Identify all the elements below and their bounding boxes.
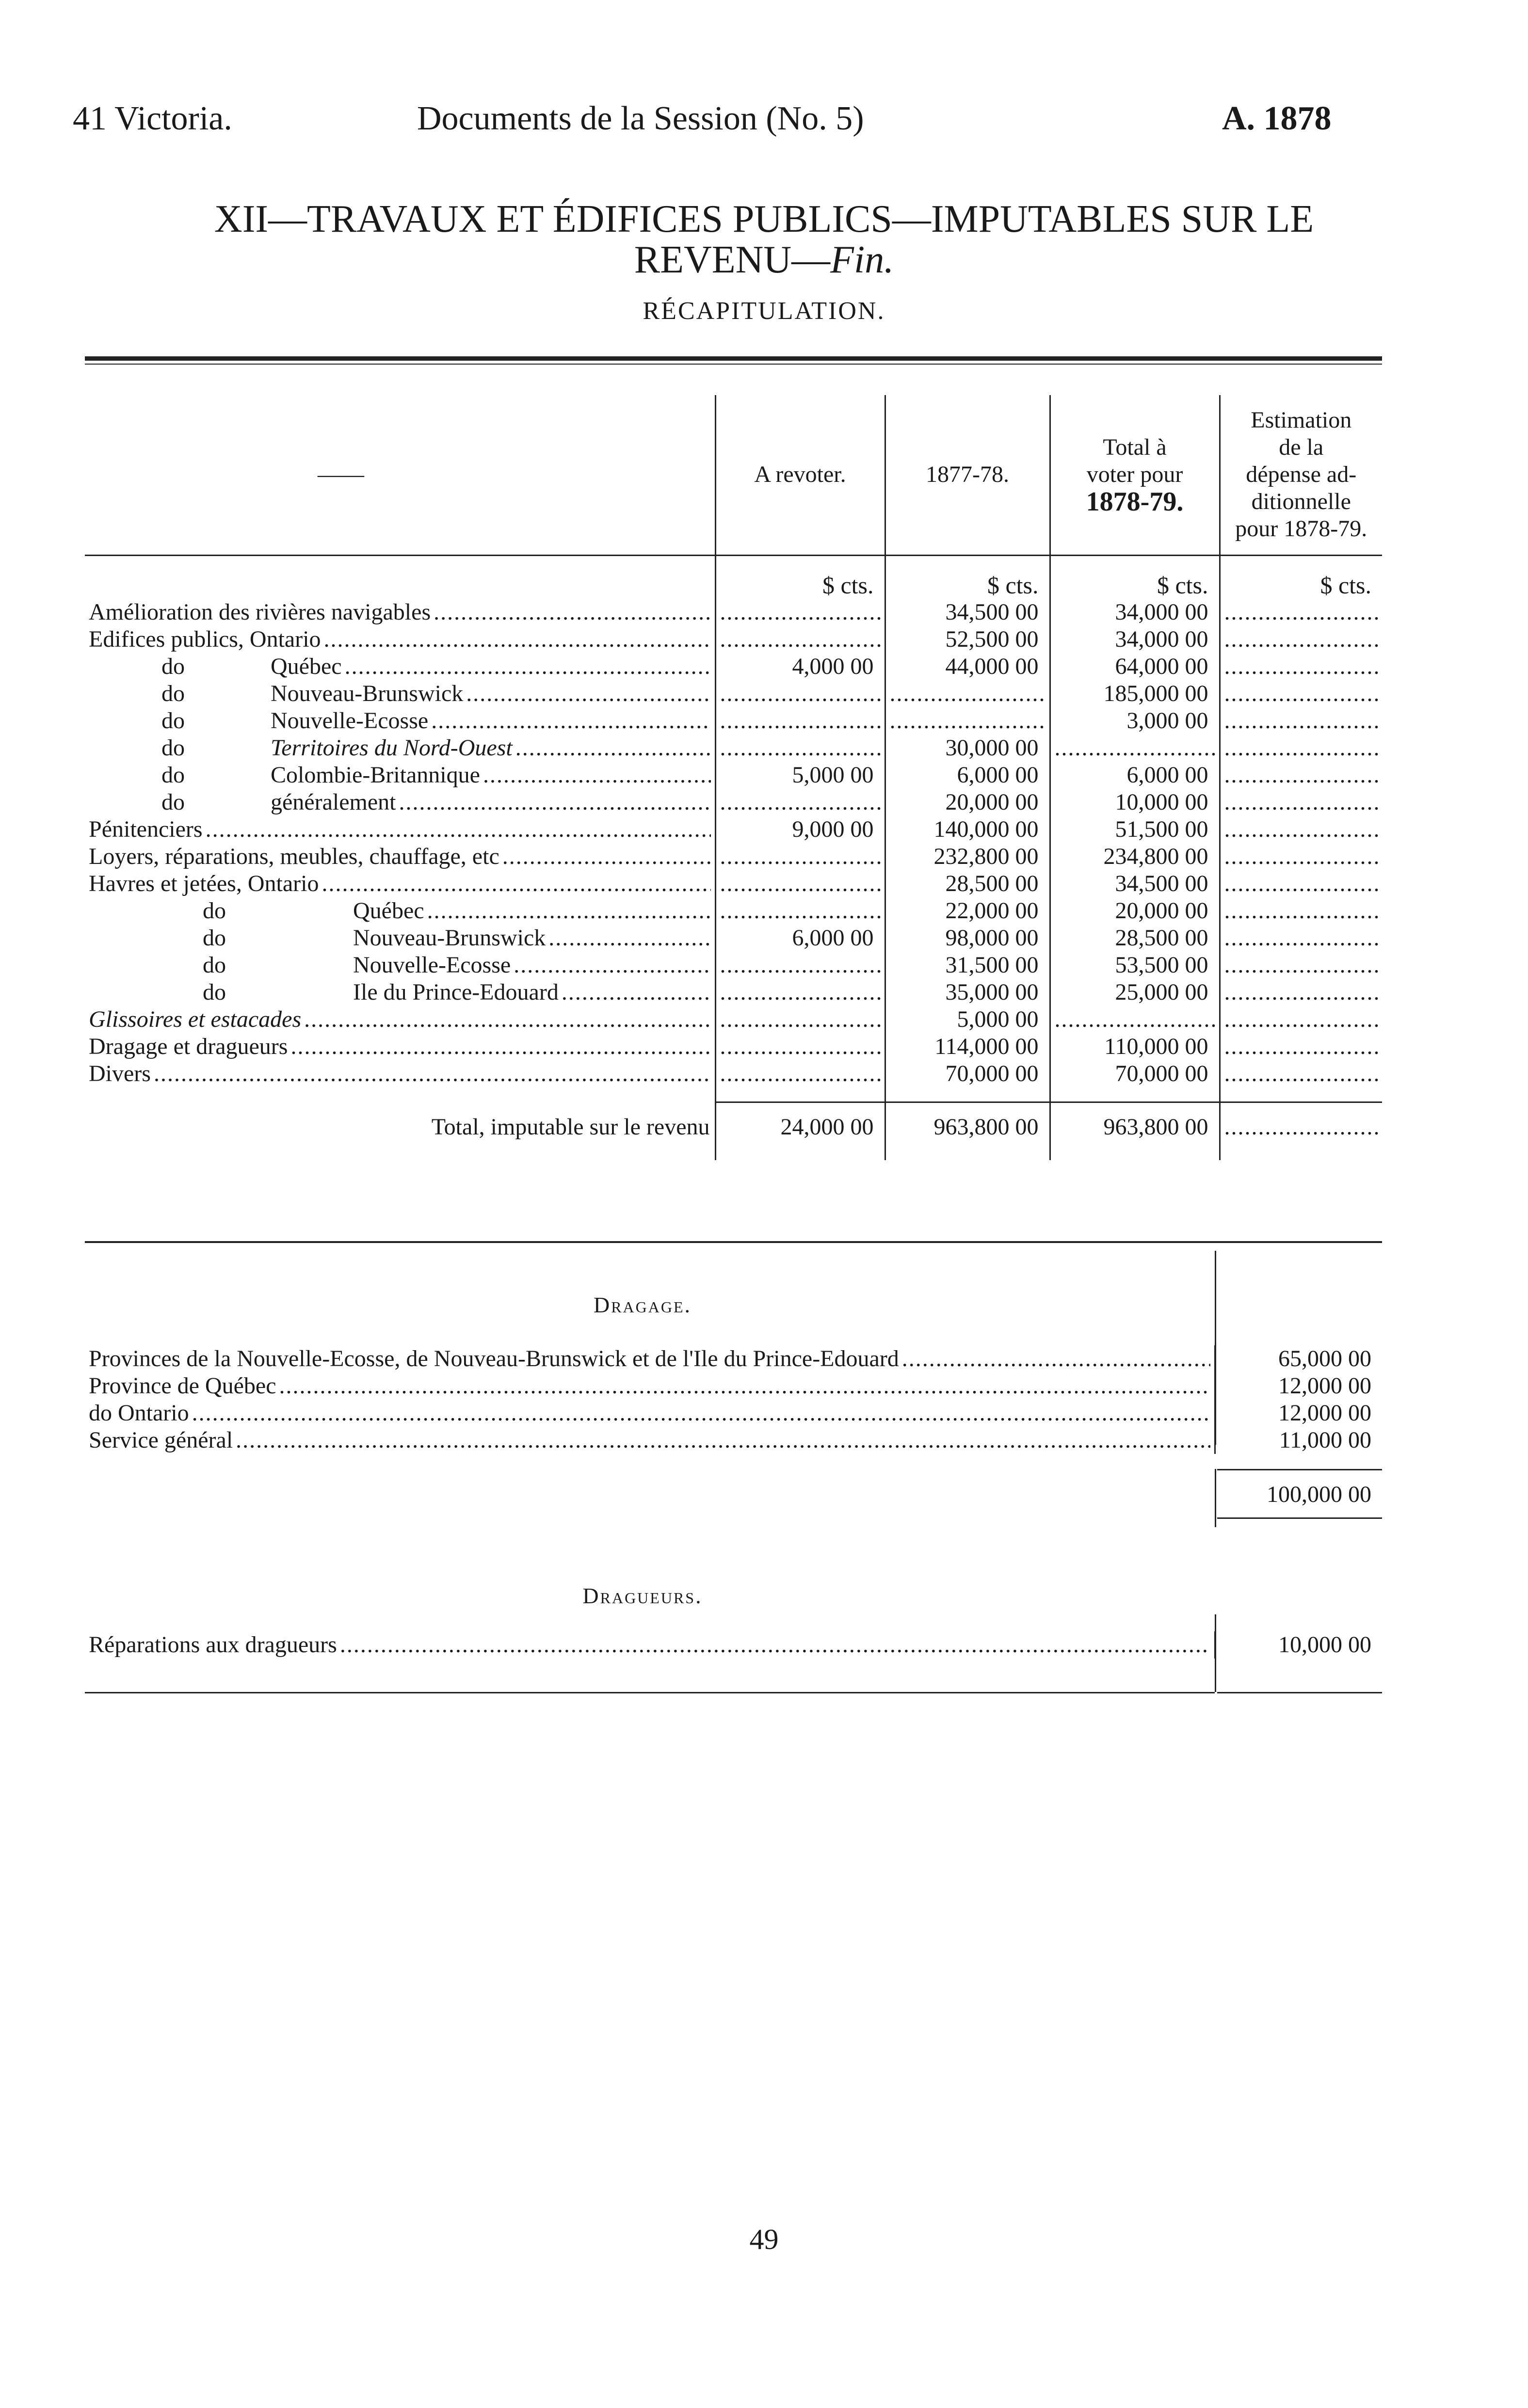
title-line-2-suffix: Fin. [830,239,894,281]
dragueurs-rule-left [85,1692,1215,1693]
total-d [1220,1102,1382,1141]
row-value-c: 34,500 00 [1050,870,1220,897]
header-center: Documents de la Session (No. 5) [417,100,864,137]
row-label: Amélioration des rivières navigables [89,599,431,625]
row-do: do [203,898,226,924]
row-label: Nouvelle-Ecosse [353,952,511,978]
title-line-2 [0,239,1528,280]
leader-dots [345,653,711,680]
dragage-total-rule-bottom [1217,1517,1382,1519]
row-value-b [885,707,1050,734]
empty-dots [1224,599,1379,626]
dragueurs-table [85,1631,1382,1658]
leader-dots [483,762,711,789]
table-row [85,762,1382,789]
total-c: 963,800 00 [1050,1102,1220,1141]
header-total-l1: Total à [1103,434,1167,461]
header-total-l3: 1878-79. [1086,487,1184,517]
row-value-c: 25,000 00 [1050,979,1220,1006]
row-value-a [715,707,885,734]
empty-dots [720,789,881,816]
row-value-c: 64,000 00 [1050,653,1220,680]
row-label-cell [85,599,715,626]
row-value-b: 31,500 00 [885,952,1050,979]
row-value-c: 34,000 00 [1050,599,1220,626]
row-value-b: 52,500 00 [885,626,1050,653]
row-value-a [715,897,885,925]
row-do: do [161,654,185,679]
row-value-b: 5,000 00 [885,1006,1050,1033]
row-label-cell [85,680,715,707]
row-value-a [715,626,885,653]
header-est-l5: pour 1878-79. [1235,516,1367,542]
recap-body [85,599,1382,1087]
row-value-a: 6,000 00 [715,925,885,952]
table-row [85,789,1382,816]
row-value-d [1220,979,1382,1006]
leader-dots [154,1060,711,1087]
list-item [85,1345,1382,1372]
header-1877-78: 1877-78. [885,395,1050,555]
empty-dots [1224,680,1379,707]
row-value-a: 9,000 00 [715,816,885,843]
empty-dots [1224,952,1379,979]
leader-dots [434,599,710,626]
table-row [85,816,1382,843]
row-label-cell [85,1006,715,1033]
empty-dots [890,680,1045,707]
empty-dots [720,979,881,1006]
leader-dots [514,952,710,979]
row-value-b: 6,000 00 [885,762,1050,789]
empty-dots [720,1033,881,1060]
row-value-c: 53,500 00 [1050,952,1220,979]
row-value-b: 22,000 00 [885,897,1050,925]
row-value-b [885,680,1050,707]
dragage-label: do Ontario [89,1400,189,1426]
row-label-cell [85,626,715,653]
header-estimation [1220,395,1382,555]
row-do: do [161,681,185,706]
row-value-b: 35,000 00 [885,979,1050,1006]
leader-dots [502,843,711,870]
row-do: do [161,708,185,734]
row-value-b: 28,500 00 [885,870,1050,897]
dragage-label-cell [85,1372,1215,1400]
row-label-cell [85,653,715,680]
row-value-a [715,843,885,870]
row-value-d [1220,680,1382,707]
empty-dots [1224,653,1379,680]
empty-dots [1224,626,1379,653]
dragage-total-vline [1215,1469,1216,1527]
dragage-total: 100,000 00 [1267,1482,1371,1507]
row-value-a [715,599,885,626]
header-left: 41 Victoria. [73,100,232,137]
table-row [85,870,1382,897]
row-label-cell [85,762,715,789]
row-value-d [1220,843,1382,870]
total-a: 24,000 00 [715,1102,885,1141]
row-value-d [1220,653,1382,680]
recap-table [85,395,1382,1160]
empty-dots [1224,789,1379,816]
empty-dots [1224,1060,1379,1087]
row-value-d [1220,925,1382,952]
row-label-cell [85,789,715,816]
unit-b: $ cts. [885,555,1050,599]
leader-dots [427,897,711,925]
leader-dots [192,1400,1210,1427]
row-value-a [715,1060,885,1087]
dragage-value: 65,000 00 [1215,1345,1382,1372]
top-rule-thin [85,364,1382,365]
row-label: Nouveau-Brunswick [271,681,464,706]
leader-dots [279,1372,1210,1400]
header-total [1050,395,1220,555]
empty-dots [720,1006,881,1033]
row-label: Québec [353,898,424,924]
dragage-value: 11,000 00 [1215,1427,1382,1454]
table-row [85,734,1382,762]
dragage-label-cell [85,1427,1215,1454]
empty-dots [1224,843,1379,870]
row-value-a: 5,000 00 [715,762,885,789]
list-item [85,1372,1382,1400]
leader-dots [324,626,711,653]
row-value-b: 20,000 00 [885,789,1050,816]
title-line-2-main: REVENU— [634,239,831,281]
row-label-cell [85,952,715,979]
row-value-c: 234,800 00 [1050,843,1220,870]
empty-dots [720,734,881,762]
page-number: 49 [749,2223,779,2255]
row-value-b: 98,000 00 [885,925,1050,952]
table-row [85,979,1382,1006]
row-value-a: 4,000 00 [715,653,885,680]
row-label-cell [85,816,715,843]
header-est-l3: dépense ad- [1246,462,1357,488]
leader-dots [902,1345,1210,1372]
row-label-cell [85,1060,715,1087]
row-do: do [161,762,185,788]
row-do: do [203,979,226,1005]
row-value-d [1220,707,1382,734]
leader-dots [290,1033,710,1060]
row-value-c: 185,000 00 [1050,680,1220,707]
header-a-revoter: A revoter. [715,395,885,555]
leader-dots [399,789,711,816]
row-value-b: 232,800 00 [885,843,1050,870]
row-value-b: 44,000 00 [885,653,1050,680]
row-value-c: 6,000 00 [1050,762,1220,789]
row-label: généralement [271,789,396,815]
leader-dots [304,1006,710,1033]
row-label: Ile du Prince-Edouard [353,979,559,1005]
row-value-d [1220,762,1382,789]
leader-dots [562,979,711,1006]
row-value-c: 28,500 00 [1050,925,1220,952]
list-item [85,1400,1382,1427]
unit-d: $ cts. [1220,555,1382,599]
title-line-1: XII—TRAVAUX ET ÉDIFICES PUBLICS—IMPUTABLES SUR LE [214,198,1314,240]
header-est-l2: de la [1279,434,1324,461]
leader-dots [515,734,711,762]
row-value-a [715,789,885,816]
row-value-d [1220,734,1382,762]
row-label-cell [85,897,715,925]
empty-dots [1224,870,1379,897]
row-value-d [1220,952,1382,979]
dragage-label: Province de Québec [89,1373,276,1399]
row-value-c: 51,500 00 [1050,816,1220,843]
row-label: Nouveau-Brunswick [353,925,546,951]
dragage-label: Provinces de la Nouvelle-Ecosse, de Nouveau-Brunswick et de l'Ile du Prince-Edouard [89,1346,899,1371]
header-right: A. 1878 [1222,100,1332,137]
row-value-d [1220,626,1382,653]
header-blank: —— [318,462,364,488]
row-label-cell [85,979,715,1006]
unit-a: $ cts. [715,555,885,599]
row-value-d [1220,870,1382,897]
row-value-c [1050,734,1220,762]
table-header-row [85,395,1382,555]
top-rule-thick [85,356,1382,361]
empty-dots [1055,734,1215,762]
list-item [85,1631,1382,1658]
unit-c: $ cts. [1050,555,1220,599]
leader-dots [340,1631,1210,1658]
row-value-c: 34,000 00 [1050,626,1220,653]
row-value-d [1220,1006,1382,1033]
row-label: Nouvelle-Ecosse [271,708,429,734]
row-value-d [1220,1033,1382,1060]
empty-dots [720,1060,881,1087]
row-label-cell [85,1033,715,1060]
row-label-cell [85,843,715,870]
row-value-a [715,870,885,897]
dragueurs-value: 10,000 00 [1215,1631,1382,1658]
row-label: Divers [89,1061,151,1086]
dragage-table [85,1345,1382,1454]
dragueurs-label-cell [85,1631,1215,1658]
leader-dots [466,680,710,707]
empty-dots [720,707,881,734]
empty-dots [1224,762,1379,789]
row-label-cell [85,925,715,952]
row-do: do [203,952,226,978]
row-label-cell [85,870,715,897]
row-value-b: 114,000 00 [885,1033,1050,1060]
empty-dots [1224,1033,1379,1060]
subtitle: RÉCAPITULATION. [643,297,885,325]
row-value-a [715,680,885,707]
row-value-c: 70,000 00 [1050,1060,1220,1087]
page-title [0,199,1528,280]
empty-dots [720,680,881,707]
total-row [85,1102,1382,1141]
table-row [85,653,1382,680]
row-value-c: 3,000 00 [1050,707,1220,734]
row-value-d [1220,789,1382,816]
table-row [85,680,1382,707]
row-value-c: 10,000 00 [1050,789,1220,816]
empty-dots [720,626,881,653]
empty-dots [1224,925,1379,952]
dragage-value: 12,000 00 [1215,1400,1382,1427]
row-value-c [1050,1006,1220,1033]
empty-dots [1224,707,1379,734]
dragage-label-cell [85,1345,1215,1372]
header-est-l1: Estimation [1251,407,1352,433]
units-row [85,555,1382,599]
dragage-title: Dragage. [593,1292,692,1317]
recap-bottom-rule [85,1241,1382,1243]
empty-dots [1224,816,1379,843]
list-item [85,1427,1382,1454]
row-label: Dragage et dragueurs [89,1034,288,1059]
dragueurs-title: Dragueurs. [582,1583,703,1608]
dragage-label: Service général [89,1427,233,1453]
table-row [85,707,1382,734]
dragage-label-cell [85,1400,1215,1427]
table-row [85,952,1382,979]
row-label: Havres et jetées, Ontario [89,871,319,896]
empty-dots [720,599,881,626]
dragage-total-rule-top [1217,1469,1382,1470]
row-label: Québec [271,654,342,679]
row-value-b: 70,000 00 [885,1060,1050,1087]
row-value-d [1220,1060,1382,1087]
empty-dots [1224,734,1379,762]
table-row [85,626,1382,653]
row-label-cell [85,734,715,762]
empty-dots [890,707,1045,734]
row-value-a [715,979,885,1006]
total-label: Total, imputable sur le revenu [431,1114,710,1140]
empty-dots [1055,1006,1215,1033]
row-value-b: 140,000 00 [885,816,1050,843]
header-total-l2: voter pour [1086,462,1183,488]
row-value-d [1220,599,1382,626]
row-do: do [203,925,226,951]
row-value-b: 30,000 00 [885,734,1050,762]
empty-dots [720,843,881,870]
row-label: Territoires du Nord-Ouest [271,735,513,761]
dragueurs-label: Réparations aux dragueurs [89,1632,337,1658]
total-b: 963,800 00 [885,1102,1050,1141]
row-label: Pénitenciers [89,816,203,842]
row-value-a [715,1006,885,1033]
leader-dots [431,707,710,734]
leader-dots [322,870,710,897]
row-value-d [1220,816,1382,843]
header-est-l4: ditionnelle [1251,489,1351,515]
table-row [85,897,1382,925]
empty-dots [1224,897,1379,925]
row-label: Loyers, réparations, meubles, chauffage, etc [89,844,499,869]
table-row [85,599,1382,626]
leader-dots [206,816,711,843]
row-value-c: 110,000 00 [1050,1033,1220,1060]
row-value-b: 34,500 00 [885,599,1050,626]
empty-dots [1224,979,1379,1006]
leader-dots [236,1427,1210,1454]
row-value-a [715,1033,885,1060]
row-label-cell [85,707,715,734]
empty-dots [1224,1006,1379,1033]
row-do: do [161,789,185,815]
row-label: Edifices publics, Ontario [89,626,321,652]
dragage-value: 12,000 00 [1215,1372,1382,1400]
table-row [85,925,1382,952]
leader-dots [548,925,710,952]
empty-dots [720,897,881,925]
row-value-d [1220,897,1382,925]
row-value-a [715,952,885,979]
row-do: do [161,735,185,761]
row-label: Colombie-Britannique [271,762,480,788]
table-row [85,1033,1382,1060]
table-row [85,843,1382,870]
row-value-c: 20,000 00 [1050,897,1220,925]
empty-dots [720,870,881,897]
dragueurs-rule-right [1217,1692,1382,1693]
table-row [85,1060,1382,1087]
empty-dots [720,952,881,979]
row-label: Glissoires et estacades [89,1006,302,1032]
table-row [85,1006,1382,1033]
row-value-a [715,734,885,762]
